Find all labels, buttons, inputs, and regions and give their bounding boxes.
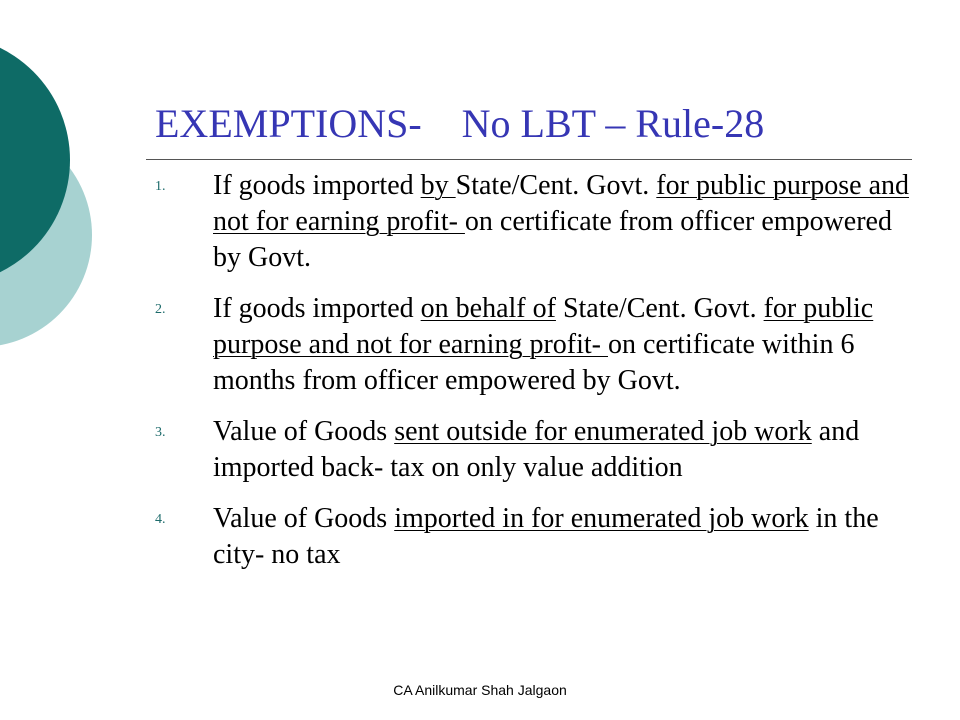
text-segment: State/Cent. Govt. xyxy=(555,293,764,324)
footer-text: CA Anilkumar Shah Jalgaon xyxy=(393,682,567,698)
text-segment: Value of Goods xyxy=(213,416,395,447)
text-segment: and imported back- tax on only value addition xyxy=(213,416,860,483)
item-text xyxy=(213,168,910,276)
item-text xyxy=(213,414,910,486)
decorative-circles xyxy=(0,0,120,400)
exemption-item xyxy=(150,414,910,486)
text-segment: in the city- no tax xyxy=(213,503,879,570)
underlined-phrase: for public purpose and not for earning profit- xyxy=(213,170,910,237)
exemption-item xyxy=(150,291,910,399)
underlined-phrase: by xyxy=(420,170,456,201)
exemption-item xyxy=(150,501,910,573)
exemption-list xyxy=(150,168,910,588)
item-number: 4. xyxy=(155,512,166,527)
text-segment: Value of Goods xyxy=(213,503,395,534)
text-segment: If goods imported xyxy=(213,293,421,324)
title-divider xyxy=(146,159,912,160)
text-segment: on certificate within 6 months from officer empowered by Govt. xyxy=(213,329,855,396)
item-number: 1. xyxy=(155,179,166,194)
slide-title: EXEMPTIONS- No LBT – Rule-28 xyxy=(155,101,765,146)
item-number: 2. xyxy=(155,302,166,317)
underlined-phrase: imported in for enumerated job work xyxy=(394,503,809,534)
exemption-item xyxy=(150,168,910,276)
underlined-phrase: for public purpose and not for earning profit- xyxy=(213,293,874,360)
text-segment: If goods imported xyxy=(213,170,421,201)
underlined-phrase: on behalf of xyxy=(420,293,556,324)
item-text xyxy=(213,501,910,573)
underlined-phrase: sent outside for enumerated job work xyxy=(394,416,812,447)
text-segment: on certificate from officer empowered by Govt. xyxy=(213,206,892,273)
item-number: 3. xyxy=(155,425,166,440)
text-segment: State/Cent. Govt. xyxy=(455,170,657,201)
item-text xyxy=(213,291,910,399)
